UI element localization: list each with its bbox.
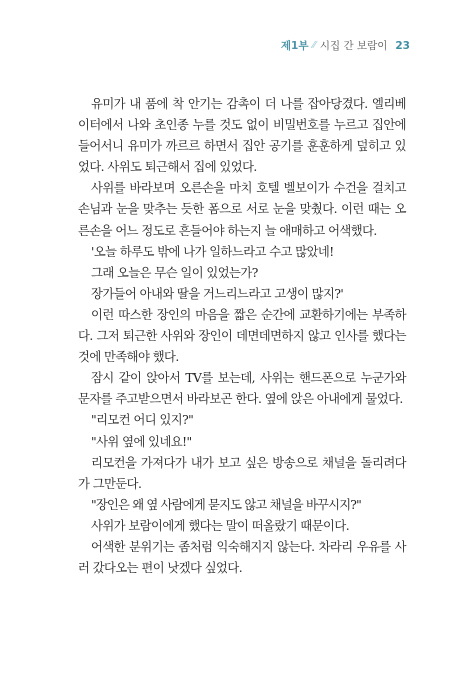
paragraph: 어색한 분위기는 좀처럼 익숙해지지 않는다. 차라리 우유를 사러 갔다오는 편이 낫겠다 싶었다. [78, 539, 406, 576]
paragraph: 그래 오늘은 무슨 일이 있었는가? [91, 265, 258, 280]
paragraph: 유미가 내 품에 착 안기는 감촉이 더 나를 잡아당겼다. 엘리베이터에서 나와 초인종 누를 것도 없이 비밀번호를 누르고 집안에 들어서니 유미가 까르르 하면서 집안 공기를 훈훈하게 덮히고 있었다. 사위도 퇴근해서 집에 있었다. [78, 97, 406, 175]
paragraph: "사위 옆에 있네요!" [91, 434, 192, 449]
paragraph: "장인은 왜 옆 사람에게 묻지도 않고 채널을 바꾸시지?" [91, 497, 361, 512]
slash-divider-icon: ⁄⁄ [312, 40, 316, 51]
paragraph: 리모컨을 가져다가 내가 보고 싶은 방송으로 채널을 돌리려다가 그만둔다. [78, 455, 406, 491]
paragraph: 장가들어 아내와 딸을 거느리느라고 고생이 많지?' [91, 286, 344, 301]
body-text [78, 94, 406, 579]
paragraph: "리모컨 어디 있지?" [91, 413, 194, 428]
page-number: 23 [395, 39, 410, 52]
paragraph: '오늘 하루도 밖에 나가 일하느라고 수고 많았네! [91, 244, 334, 259]
running-header [281, 38, 410, 53]
chapter-title: 시집 간 보람이 [319, 40, 388, 52]
paragraph: 이런 따스한 장인의 마음을 짧은 순간에 교환하기에는 부족하다. 그저 퇴근한 사위와 장인이 데면데면하지 않고 인사를 했다는 것에 만족해야 했다. [78, 307, 406, 365]
paragraph: 잠시 같이 앉아서 TV를 보는데, 사위는 핸드폰으로 누군가와 문자를 주고받으면서 바라보곤 한다. 옆에 앉은 아내에게 물었다. [78, 371, 406, 407]
paragraph: 사위가 보람이에게 했다는 말이 떠올랐기 때문이다. [91, 518, 350, 533]
part-label: 제1부 [280, 40, 309, 52]
paragraph: 사위를 바라보며 오른손을 마치 호텔 벨보이가 수건을 걸치고 손님과 눈을 맞추는 듯한 폼으로 서로 눈을 맞췄다. 이런 때는 오른손을 어느 정도로 흔들어야 하는지 늘 애매하고 어색했다. [78, 181, 406, 238]
